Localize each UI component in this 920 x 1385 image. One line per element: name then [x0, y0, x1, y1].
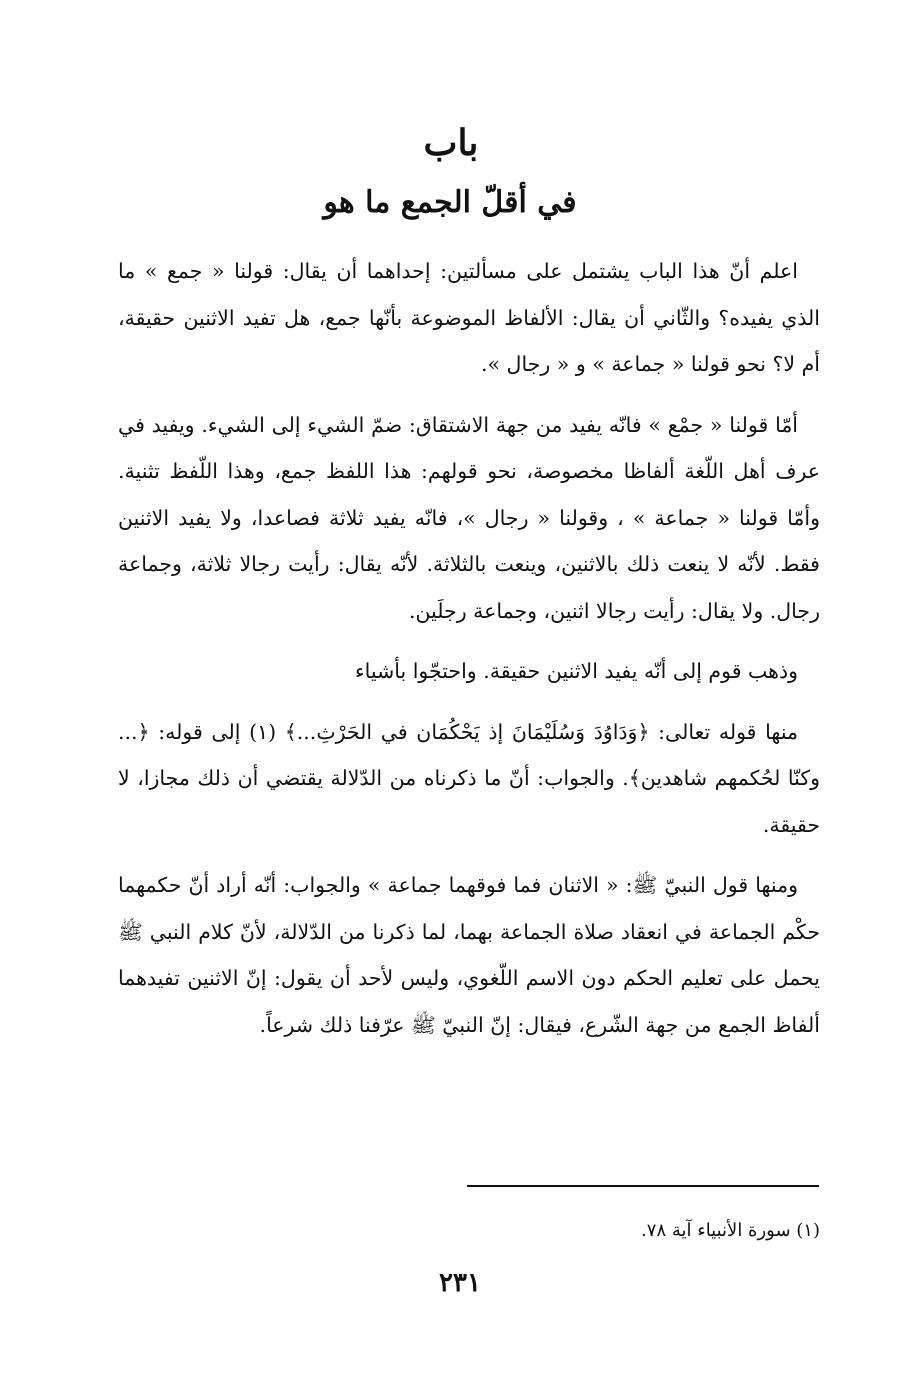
paragraph: اعلم أنّ هذا الباب يشتمل على مسألتين: إحداهما أن يقال: قولنا « جمع » ما الذي يفيده؟ والثّاني أن يقال: الألفاظ الموضوعة بأنّها جمع، هل تفيد الاثنين حقيقة، أم لا؟ نحو قولنا « جماعة » و « رجال ». [118, 259, 820, 376]
paragraph: أمّا قولنا « جمْع » فانّه يفيد من جهة الاشتقاق: ضمّ الشيء إلى الشيء. ويفيد في عرف أهل اللّغة ألفاظا مخصوصة، نحو قولهم: هذا اللفظ جمع، وهذا اللّفظ تثنية. وأمّا قولنا « جماعة » ، وقولنا « رجال »، فانّه يفيد ثلاثة فصاعدا، ولا يفيد الاثنين فقط. لأنّه لا ينعت ذلك بالاثنين، وينعت بالثلاثة. لأنّه يقال: رأيت رجالا ثلاثة، وجماعة رجال. ولا يقال: رأيت رجالا اثنين، وجماعة رجلَين. [118, 412, 820, 623]
paragraph: وذهب قوم إلى أنّه يفيد الاثنين حقيقة. واحتجّوا بأشياء [355, 659, 798, 683]
page-number: ٢٣١ [439, 1268, 481, 1298]
footnote: (١) سورة الأنبياء آية ٧٨. [641, 1220, 820, 1241]
chapter-title: باب [423, 122, 479, 164]
paragraph: ومنها قول النبيّ ﷺ: « الاثنان فما فوقهما جماعة » والجواب: أنّه أراد أنّ حكمهما حكْم الجماعة في انعقاد صلاة الجماعة بهما، لما ذكرنا من الدّلالة، لأنّ كلام النبي ﷺ يحمل على تعليم الحكم دون الاسم اللّغوي، وليس لأحد أن يقول: إنّ الاثنين تفيدهما ألفاظ الجمع من جهة الشّرع، فيقال: إنّ النبيّ ﷺ عرّفنا ذلك شرعاً. [118, 873, 820, 1037]
footnote-divider [467, 1185, 819, 1187]
chapter-subtitle: في أقلّ الجمع ما هو [323, 185, 577, 220]
main-text [118, 248, 820, 1062]
paragraph: منها قوله تعالى: ﴿وَدَاوُدَ وَسُلَيْمَانَ إذ يَحْكُمَان في الحَرْثِ...﴾ (١) إلى قوله: ﴿... وكنّا لحُكمهم شاهدين﴾. والجواب: أنّ ما ذكرناه من الدّلالة يقتضي أن ذلك مجازا، لا حقيقة. [118, 719, 820, 837]
